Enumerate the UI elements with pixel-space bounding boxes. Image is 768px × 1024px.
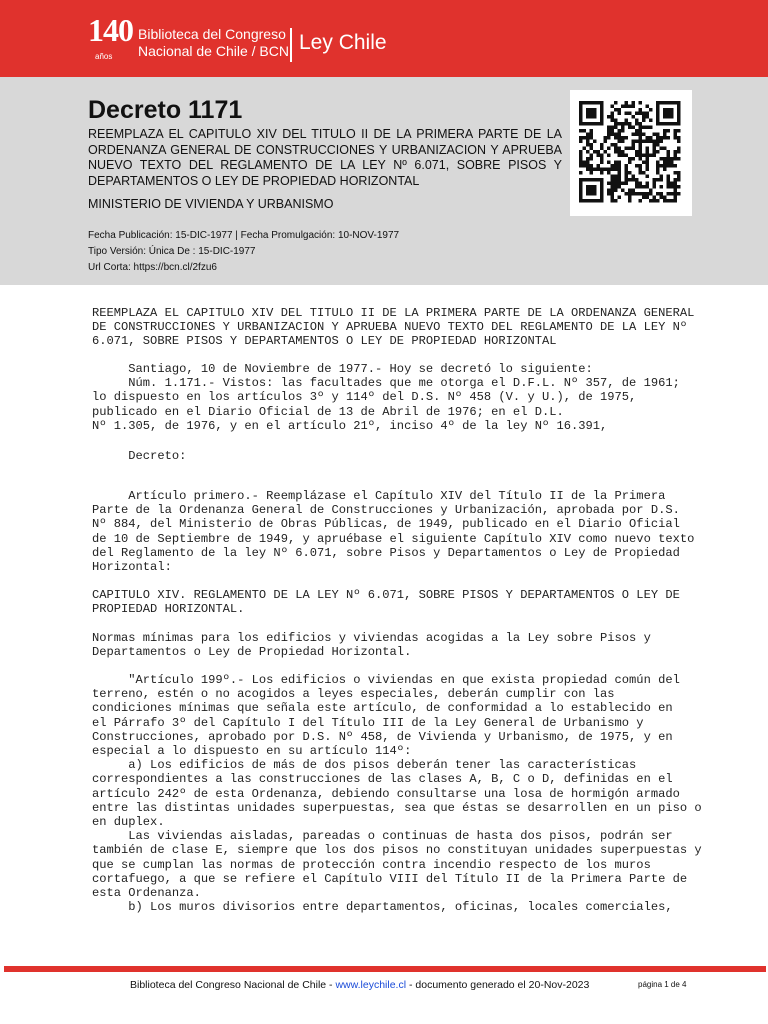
document-subtitle: REEMPLAZA EL CAPITULO XIV DEL TITULO II DE LA PRIMERA PARTE DE LA ORDENANZA GENERAL DE CONSTRUCCIONES Y URBANIZACION Y APRUEBA NUEVO TEXTO DEL REGLAMENTO DE LA LEY Nº 6.071, SOBRE PISOS Y DEPARTAMENTOS O LEY DE PROPIEDAD HORIZONTAL (88, 127, 562, 188)
body-capitulo-xiv: CAPITULO XIV. REGLAMENTO DE LA LEY Nº 6.071, SOBRE PISOS Y DEPARTAMENTOS O LEY DE PROPIEDAD HORIZONTAL. (92, 588, 680, 617)
logo-divider (290, 28, 292, 62)
document-title: Decreto 1171 (88, 96, 243, 124)
document-dates: Fecha Publicación: 15-DIC-1977 | Fecha Promulgación: 10-NOV-1977 (88, 230, 400, 241)
org-name-line2[interactable]: Nacional de Chile / BCN (138, 43, 289, 59)
footer-text (130, 979, 589, 992)
document-version-type: Tipo Versión: Única De : 15-DIC-1977 (88, 246, 256, 257)
body-heading: REEMPLAZA EL CAPITULO XIV DEL TITULO II DE LA PRIMERA PARTE DE LA ORDENANZA GENERAL DE CONSTRUCCIONES Y URBANIZACION Y APRUEBA NUEVO TEXTO DEL REGLAMENTO DE LA LEY Nº 6.071, SOBRE PISOS Y DEPARTAMENTOS O LEY DE PROPIEDAD HORIZONTAL (92, 306, 695, 349)
logo-years-label: años (95, 52, 113, 61)
body-decreto: Decreto: (92, 449, 187, 463)
footer-rule (4, 966, 766, 972)
document-ministry: MINISTERIO DE VIVIENDA Y URBANISMO (88, 197, 334, 211)
footer-suffix: - documento generado el 20-Nov-2023 (406, 979, 590, 991)
body-articulo-199: "Artículo 199º.- Los edificios o viviendas en que exista propiedad común del terreno, estén o no acogidos a leyes especiales, deberán cumplir con las condiciones mínimas que señala este artículo, de conformidad a lo establecido en el Párrafo 3º del Capítulo I del Título III de la Ley General de Urbanismo y Construcciones, aprobado por D.S. Nº 458, de Vivienda y Urbanismo, de 1975, y en especial a lo dispuesto en su artículo 114º: a) Los edificios de más de dos pisos deberán tener las características correspondientes a las construcciones de las clases A, B, C o D, definidas en el artículo 242º de esta Ordenanza, debiendo consultarse una losa de hormigón armado entre las distintas unidades superpuestas, sea que éstas se desarrollen en un piso o en duplex. Las viviendas aisladas, pareadas o continuas de hasta dos pisos, podrán ser también de clase E, siempre que los dos pisos no constituyan unidades superpuestas y que se cumplan las normas de protección contra incendio respecto de los muros cortafuego, a que se refiere el Capítulo VIII del Título II de la Primera Parte de esta Ordenanza. b) Los muros divisorios entre departamentos, oficinas, locales comerciales, (92, 673, 702, 915)
body-articulo-primero: Artículo primero.- Reemplázase el Capítulo XIV del Título II de la Primera Parte de la Ordenanza General de Construcciones y Urbanización, aprobada por D.S. Nº 884, del Ministerio de Obras Públicas, de 1949, publicado en el Diario Oficial de 10 de Septiembre de 1949, y apruébase el siguiente Capítulo XIV como nuevo texto del Reglamento de la ley Nº 6.071, sobre Pisos y Departamentos o Ley de Propiedad Horizontal: (92, 489, 695, 575)
page-number: página 1 de 4 (638, 980, 687, 989)
footer-prefix: Biblioteca del Congreso Nacional de Chile - (130, 979, 336, 991)
document-short-url[interactable]: Url Corta: https://bcn.cl/2fzu6 (88, 262, 217, 273)
qr-code-icon (570, 90, 692, 216)
brand-ley-chile[interactable]: Ley Chile (299, 31, 387, 54)
top-bar (0, 0, 768, 77)
footer-link[interactable]: www.leychile.cl (335, 979, 407, 991)
body-preamble: Santiago, 10 de Noviembre de 1977.- Hoy se decretó lo siguiente: Núm. 1.171.- Vistos: las facultades que me otorga el D.F.L. Nº 357, de 1961; lo dispuesto en los artículos 3º y 114º del D.S. Nº 458 (V. y U.), de 1975, publicado en el Diario Oficial de 13 de Abril de 1976; en el D.L. Nº 1.305, de 1976, y en el artículo 21º, inciso 4º de la ley Nº 16.391, (92, 362, 680, 433)
logo-140: 140 (88, 12, 133, 48)
org-name-line1[interactable]: Biblioteca del Congreso (138, 26, 286, 42)
body-normas: Normas mínimas para los edificios y viviendas acogidas a la Ley sobre Pisos y Departamentos o Ley de Propiedad Horizontal. (92, 631, 651, 660)
